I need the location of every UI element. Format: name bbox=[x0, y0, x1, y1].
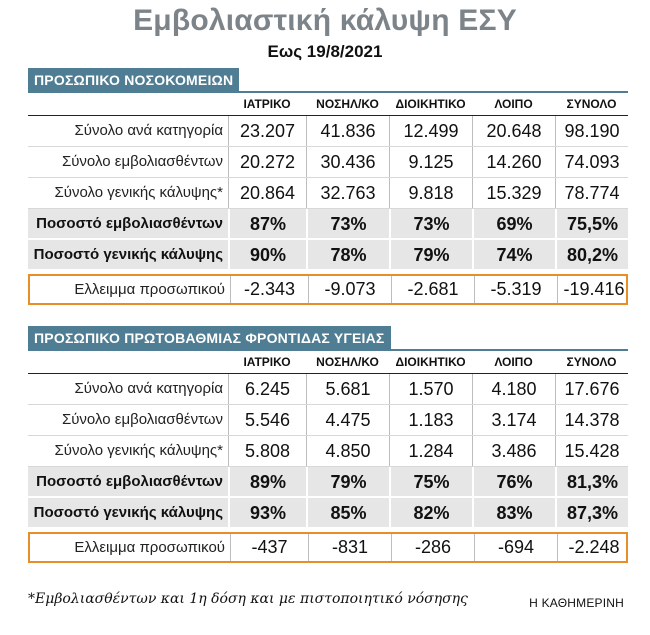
row-label: Ποσοστό εμβολιασθέντων bbox=[36, 473, 223, 490]
primary-care-section bbox=[28, 326, 628, 563]
table-cell: 74% bbox=[472, 240, 555, 269]
column-header: ΛΟΙΠΟ bbox=[494, 97, 533, 111]
table-cell: 90% bbox=[228, 240, 306, 269]
primary-care-section-heading: ΠΡΟΣΩΠΙΚΟ ΠΡΩΤΟΒΑΘΜΙΑΣ ΦΡΟΝΤΙΔΑΣ ΥΓΕΙΑΣ bbox=[28, 326, 391, 349]
row-label: Σύνολο ανά κατηγορία bbox=[74, 380, 223, 397]
table-cell: -9.073 bbox=[308, 276, 391, 303]
table-cell: -694 bbox=[474, 534, 557, 561]
table-row bbox=[28, 405, 628, 436]
table-cell: 15.329 bbox=[472, 178, 555, 208]
table-row bbox=[28, 116, 628, 147]
table-cell: -2.343 bbox=[230, 276, 308, 303]
table-cell: 83% bbox=[472, 498, 555, 527]
table-cell: 32.763 bbox=[306, 178, 389, 208]
column-header: ΣΥΝΟΛΟ bbox=[566, 97, 617, 111]
table-cell: 78.774 bbox=[555, 178, 628, 208]
column-headers bbox=[28, 93, 628, 116]
row-label: Ποσοστό εμβολιασθέντων bbox=[36, 215, 223, 232]
row-label: Ελλειμμα προσωπικού bbox=[74, 281, 225, 298]
table-cell: 5.681 bbox=[306, 374, 389, 404]
table-cell: 93% bbox=[228, 498, 306, 527]
table-row bbox=[28, 436, 628, 467]
table-cell: 80,2% bbox=[555, 240, 628, 269]
table-cell: 81,3% bbox=[555, 467, 628, 496]
table-cell: -5.319 bbox=[474, 276, 557, 303]
table-row bbox=[28, 374, 628, 405]
table-row-highlight bbox=[28, 209, 628, 240]
table-row bbox=[28, 178, 628, 209]
table-cell: 1.284 bbox=[389, 436, 472, 466]
table-cell: 76% bbox=[472, 467, 555, 496]
table-cell: 30.436 bbox=[306, 147, 389, 177]
source-credit: Η ΚΑΘΗΜΕΡΙΝΗ bbox=[529, 596, 624, 610]
deficit-row bbox=[28, 274, 628, 305]
table-cell: 1.183 bbox=[389, 405, 472, 435]
table-cell: 4.850 bbox=[306, 436, 389, 466]
row-label: Σύνολο γενικής κάλυψης* bbox=[54, 184, 223, 201]
table-cell: 20.648 bbox=[472, 116, 555, 146]
table-row bbox=[28, 147, 628, 178]
table-cell: 79% bbox=[306, 467, 389, 496]
table-cell: 69% bbox=[472, 209, 555, 238]
column-header: ΣΥΝΟΛΟ bbox=[566, 355, 617, 369]
table-cell: 41.836 bbox=[306, 116, 389, 146]
table-cell: 89% bbox=[228, 467, 306, 496]
table-cell: 78% bbox=[306, 240, 389, 269]
table-cell: -2.681 bbox=[391, 276, 474, 303]
column-header: ΙΑΤΡΙΚΟ bbox=[243, 355, 291, 369]
table-cell: 9.125 bbox=[389, 147, 472, 177]
table-cell: 14.260 bbox=[472, 147, 555, 177]
table-cell: -2.248 bbox=[557, 534, 630, 561]
table-cell: 87% bbox=[228, 209, 306, 238]
column-header: ΔΙΟΙΚΗΤΙΚΟ bbox=[395, 97, 466, 111]
column-header: ΙΑΤΡΙΚΟ bbox=[243, 97, 291, 111]
hospital-section-heading: ΠΡΟΣΩΠΙΚΟ ΝΟΣΟΚΟΜΕΙΩΝ bbox=[28, 68, 239, 91]
row-label: Σύνολο γενικής κάλυψης* bbox=[54, 442, 223, 459]
table-cell: 4.180 bbox=[472, 374, 555, 404]
table-cell: -286 bbox=[391, 534, 474, 561]
table-row-highlight bbox=[28, 467, 628, 498]
column-header: ΛΟΙΠΟ bbox=[494, 355, 533, 369]
row-label: Ποσοστό γενικής κάλυψης bbox=[33, 504, 223, 521]
row-label: Ελλειμμα προσωπικού bbox=[74, 539, 225, 556]
table-cell: 3.174 bbox=[472, 405, 555, 435]
row-label: Σύνολο εμβολιασθέντων bbox=[61, 411, 223, 428]
table-cell: 87,3% bbox=[555, 498, 628, 527]
column-header: ΝΟΣΗΛ/ΚΟ bbox=[316, 355, 379, 369]
table-cell: 75% bbox=[389, 467, 472, 496]
table-cell: 3.486 bbox=[472, 436, 555, 466]
table-cell: -437 bbox=[230, 534, 308, 561]
table-cell: 14.378 bbox=[555, 405, 628, 435]
table-cell: 6.245 bbox=[228, 374, 306, 404]
table-cell: 73% bbox=[389, 209, 472, 238]
table-cell: 23.207 bbox=[228, 116, 306, 146]
table-cell: 17.676 bbox=[555, 374, 628, 404]
table-row-highlight bbox=[28, 240, 628, 271]
table-cell: 9.818 bbox=[389, 178, 472, 208]
table-cell: 85% bbox=[306, 498, 389, 527]
row-label: Ποσοστό γενικής κάλυψης bbox=[33, 246, 223, 263]
column-header: ΝΟΣΗΛ/ΚΟ bbox=[316, 97, 379, 111]
page-subtitle: Εως 19/8/2021 bbox=[267, 42, 383, 61]
table-cell: 5.546 bbox=[228, 405, 306, 435]
hospital-section bbox=[28, 68, 628, 305]
footnote: *Εμβολιασθέντων και 1η δόση και με πιστοποιητικό νόσησης bbox=[28, 591, 468, 607]
table-cell: 20.272 bbox=[228, 147, 306, 177]
table-cell: 5.808 bbox=[228, 436, 306, 466]
table-cell: 4.475 bbox=[306, 405, 389, 435]
table-cell: 74.093 bbox=[555, 147, 628, 177]
table-cell: -19.416 bbox=[557, 276, 630, 303]
table-cell: 15.428 bbox=[555, 436, 628, 466]
column-header: ΔΙΟΙΚΗΤΙΚΟ bbox=[395, 355, 466, 369]
row-label: Σύνολο εμβολιασθέντων bbox=[61, 153, 223, 170]
table-cell: 75,5% bbox=[555, 209, 628, 238]
column-headers bbox=[28, 351, 628, 374]
table-cell: 20.864 bbox=[228, 178, 306, 208]
table-cell: 82% bbox=[389, 498, 472, 527]
table-cell: -831 bbox=[308, 534, 391, 561]
table-cell: 98.190 bbox=[555, 116, 628, 146]
table-cell: 73% bbox=[306, 209, 389, 238]
table-cell: 12.499 bbox=[389, 116, 472, 146]
table-cell: 79% bbox=[389, 240, 472, 269]
page-title: Εμβολιαστική κάλυψη ΕΣΥ bbox=[133, 4, 517, 37]
deficit-row bbox=[28, 532, 628, 563]
table-cell: 1.570 bbox=[389, 374, 472, 404]
row-label: Σύνολο ανά κατηγορία bbox=[74, 122, 223, 139]
table-row-highlight bbox=[28, 498, 628, 529]
